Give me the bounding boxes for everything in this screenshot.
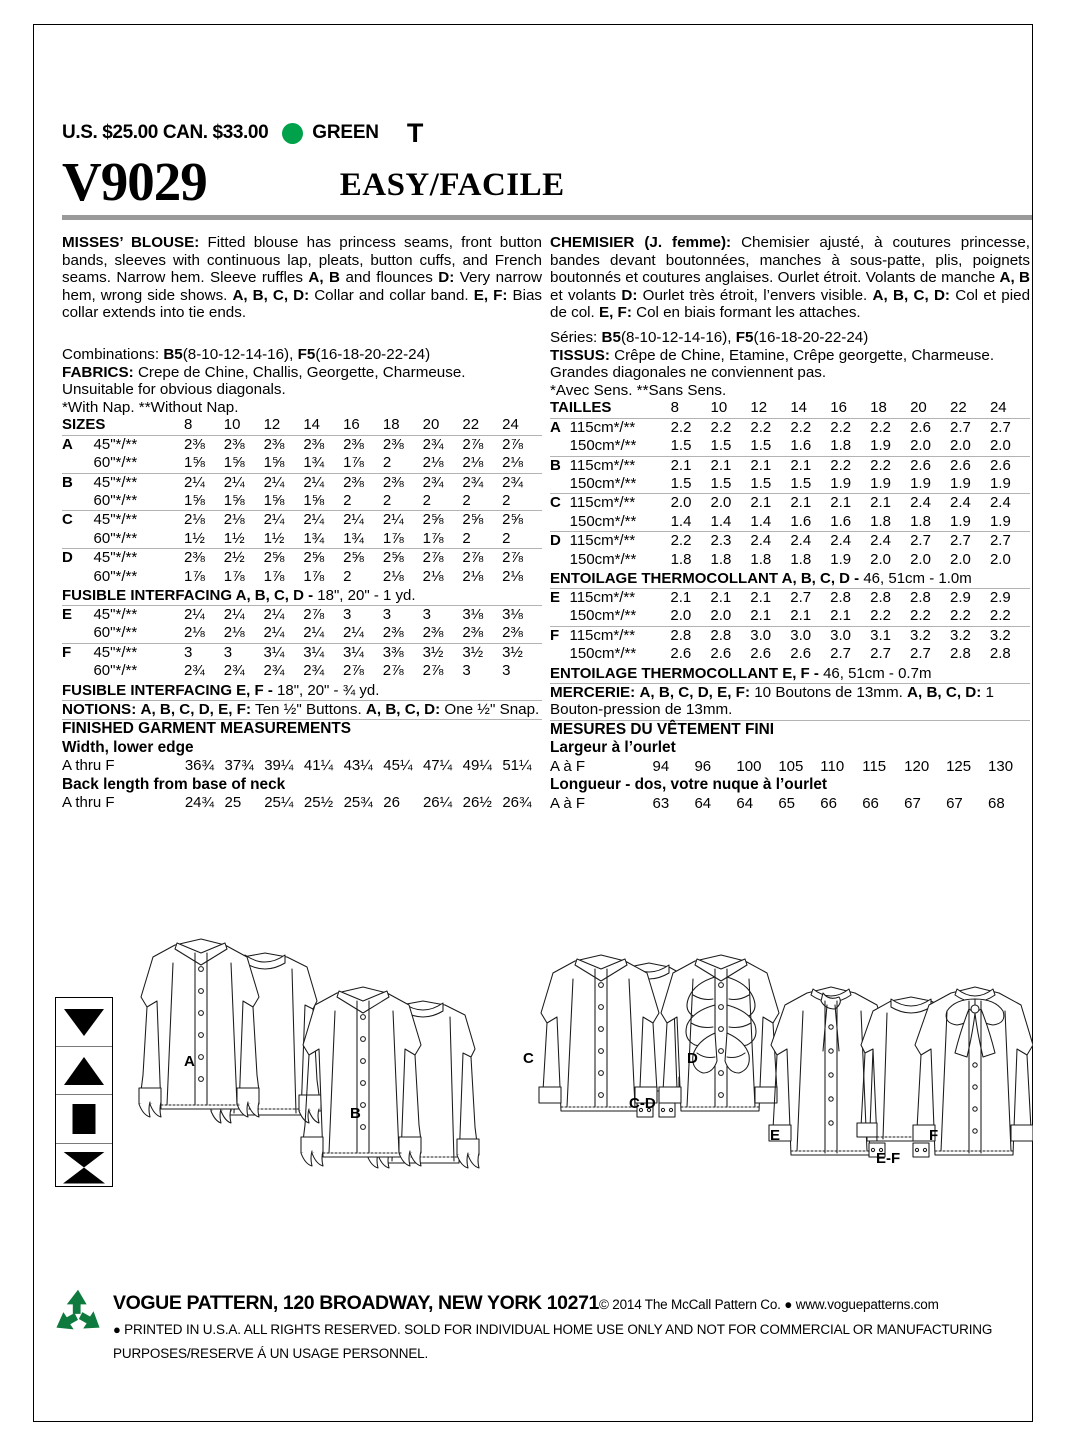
size-col: 14 <box>303 416 343 435</box>
page-title: V9029 <box>62 151 207 212</box>
color-label: GREEN <box>312 122 379 143</box>
table-row: 150cm*/** 1.4 1.4 1.4 1.6 1.6 1.8 1.8 1.9 1.9 <box>550 513 1030 532</box>
view-label <box>550 607 569 626</box>
table-row: 60"*/** 1⅝ 1⅝ 1⅝ 1¾ 1⅞ 2 2⅛ 2⅛ 2⅛ <box>62 454 542 473</box>
size-col: 24 <box>990 399 1030 418</box>
fabric-width: 60"*/** <box>94 454 184 473</box>
size-col: 20 <box>910 399 950 418</box>
fabric-width: 115cm*/** <box>569 532 636 550</box>
fabric-width: 150cm*/** <box>570 437 671 456</box>
table-row: E 115cm*/** 2.1 2.1 2.1 2.7 2.8 2.8 2.8 2.9 2.9 <box>550 589 1011 606</box>
measure-row-name: A à F <box>550 757 586 775</box>
table-row: A 115cm*/** 2.2 2.2 2.2 2.2 2.2 2.2 2.6 2.7 2.7 <box>550 418 1011 436</box>
bullet-separator: ● <box>780 1297 796 1312</box>
view-label-b: B <box>350 1105 361 1122</box>
english-backlen-label: Back length from base of neck <box>62 775 286 793</box>
interfacing-label: ENTOILAGE THERMOCOLLANT A, B, C, D - <box>550 570 860 587</box>
french-description-lead: CHEMISIER (J. femme): <box>550 234 732 251</box>
interfacing-label: ENTOILAGE THERMOCOLLANT E, F - <box>550 664 819 682</box>
english-combinations <box>62 346 542 364</box>
english-interfacing-2 <box>62 681 542 701</box>
bullet-icon: ● <box>113 1322 125 1337</box>
view-label: A <box>62 435 73 453</box>
english-nap-note: *With Nap. **Without Nap. <box>62 398 239 416</box>
fabrics-list: Crepe de Chine, Challis, Georgette, Charmeuse. <box>137 363 466 381</box>
notions-body: A, B, C, D, E, F: Ten ½" Buttons. A, B, C, D: One ½" Snap. <box>140 700 540 718</box>
french-fgm-title: MESURES DU VÊTEMENT FINI <box>550 720 775 738</box>
english-notions <box>62 701 542 721</box>
combo-2: F5 <box>735 328 754 346</box>
fabric-width: 115cm*/** <box>569 626 636 644</box>
size-col: 22 <box>950 399 990 418</box>
table-row: C 45"*/** 2⅛ 2⅛ 2¼ 2¼ 2¼ 2¼ 2⅝ 2⅝ 2⅝ <box>62 511 524 529</box>
size-col: 16 <box>343 416 383 435</box>
notions-body: A, B, C, D, E, F: 10 Boutons de 13mm. A, B, C, D: 1 Bouton-pression de 13mm. <box>550 683 994 719</box>
footer-company-line <box>113 1292 939 1315</box>
combo-2: F5 <box>297 345 316 363</box>
notions-label: MERCERIE: <box>550 683 636 701</box>
fabric-width: 45"*/** <box>93 549 138 567</box>
table-row: 150cm*/** 1.5 1.5 1.5 1.5 1.9 1.9 1.9 1.9 1.9 <box>550 475 1030 494</box>
table-row: 150cm*/** 2.0 2.0 2.1 2.1 2.1 2.2 2.2 2.2 2.2 <box>550 607 1030 626</box>
footer-line-2 <box>113 1322 992 1337</box>
view-label-d: D <box>687 1050 698 1067</box>
fabric-width: 115cm*/** <box>569 418 636 436</box>
size-col: 8 <box>184 416 224 435</box>
fabric-width: 115cm*/** <box>569 589 636 606</box>
view-label-ef: E-F <box>876 1150 901 1167</box>
table-row: 60"*/** 1⅝ 1⅝ 1⅝ 1⅝ 2 2 2 2 2 <box>62 492 542 511</box>
view-label <box>550 551 570 569</box>
combo-1: B5 <box>601 328 621 346</box>
view-label <box>62 568 94 586</box>
table-row: 60"*/** 1⅞ 1⅞ 1⅞ 1⅞ 2 2⅛ 2⅛ 2⅛ 2⅛ <box>62 568 542 586</box>
french-combinations <box>550 329 1030 347</box>
color-dot-icon <box>282 123 303 144</box>
fabrics-list: Crêpe de Chine, Etamine, Crêpe georgette, Charmeuse. <box>614 346 995 364</box>
table-row: E 45"*/** 2¼ 2¼ 2¼ 2⅞ 3 3 3 3⅛ 3⅛ <box>62 606 523 623</box>
illustration-band <box>33 905 1033 1225</box>
french-description <box>550 234 1030 322</box>
combo-2-sizes: (16-18-20-22-24) <box>753 328 869 346</box>
view-label: A <box>550 418 561 436</box>
fabric-width: 45"*/** <box>93 606 138 623</box>
fabric-width: 150cm*/** <box>570 513 671 532</box>
combo-1-sizes: (8-10-12-14-16), <box>182 345 294 363</box>
combo-2-sizes: (16-18-20-22-24) <box>315 345 431 363</box>
view-label: C <box>62 511 73 529</box>
view-label: B <box>62 473 73 491</box>
sizes-header: TAILLES <box>550 399 671 418</box>
table-row: F 45"*/** 3 3 3¼ 3¼ 3¼ 3⅜ 3½ 3½ 3½ <box>62 643 523 661</box>
view-label <box>550 645 569 663</box>
view-label: F <box>550 626 560 644</box>
english-yardage-table-ef <box>62 606 542 681</box>
garment-b-front <box>301 987 421 1166</box>
view-label <box>62 530 94 549</box>
combinations-label: Séries: <box>550 328 598 346</box>
fabric-width: 45"*/** <box>93 511 138 529</box>
view-label-a: A <box>184 1053 195 1070</box>
view-label <box>62 492 94 511</box>
title-row <box>62 151 1032 212</box>
fabric-width: 60"*/** <box>94 492 184 511</box>
french-width-label: Largeur à l’ourlet <box>550 739 676 757</box>
fabric-width: 115cm*/** <box>569 494 636 512</box>
fabric-width: 150cm*/** <box>569 550 637 568</box>
header-divider <box>62 215 1032 220</box>
french-backlen-row: A à F 63 64 64 65 66 66 67 67 68 <box>550 794 1005 812</box>
sizes-header: SIZES <box>62 416 184 435</box>
size-col: 16 <box>830 399 870 418</box>
table-row: B 45"*/** 2¼ 2¼ 2¼ 2¼ 2⅜ 2⅜ 2¾ 2¾ 2¾ <box>62 473 524 491</box>
size-col: 20 <box>423 416 463 435</box>
fabrics-label: TISSUS: <box>550 346 610 364</box>
view-label <box>550 475 570 494</box>
interfacing-label: FUSIBLE INTERFACING E, F - <box>62 681 273 699</box>
french-nap-note: *Avec Sens. **Sans Sens. <box>550 381 727 399</box>
size-col: 14 <box>790 399 830 418</box>
fabric-width: 60"*/** <box>93 662 138 680</box>
size-col: 18 <box>870 399 910 418</box>
english-description-body: Fitted blouse has princess seams, front button bands, sleeves with continuous lap, pleats, button cuffs, and French seams. Narrow hem. Sleeve ruffles A, B and flounces D: Very narrow hem, wrong side shows. A, B, C, D: Collar and collar band. E, F: Bias collar extends into tie ends. <box>62 234 543 322</box>
english-interfacing-1 <box>62 586 542 606</box>
footer-line-2-text: PRINTED IN U.S.A. ALL RIGHTS RESERVED. SOLD FOR INDIVIDUAL HOME USE ONLY AND NOT FOR COMMERCIAL OR MANUFACTURING <box>124 1322 993 1337</box>
view-label: E <box>550 589 561 606</box>
view-label <box>62 454 94 473</box>
table-row: B 115cm*/** 2.1 2.1 2.1 2.1 2.2 2.2 2.6 2.6 2.6 <box>550 456 1011 474</box>
size-col: 22 <box>462 416 502 435</box>
combo-1: B5 <box>163 345 183 363</box>
fabrics-label: FABRICS: <box>62 363 134 381</box>
table-row: F 115cm*/** 2.8 2.8 3.0 3.0 3.0 3.1 3.2 3.2 3.2 <box>550 626 1011 644</box>
measure-row-name: A à F <box>550 794 586 812</box>
footer-line-3: PURPOSES/RESERVE Á UN USAGE PERSONNEL. <box>113 1346 429 1361</box>
size-col: 8 <box>671 399 711 418</box>
fabric-width: 45"*/** <box>93 643 138 661</box>
table-row: A 45"*/** 2⅜ 2⅜ 2⅜ 2⅜ 2⅜ 2⅜ 2¾ 2⅞ 2⅞ <box>62 435 524 453</box>
table-row: D 45"*/** 2⅜ 2½ 2⅝ 2⅝ 2⅝ 2⅝ 2⅞ 2⅞ 2⅞ <box>62 549 524 567</box>
view-label-cd: C-D <box>629 1095 656 1112</box>
french-fabrics <box>550 347 1030 365</box>
interfacing-value: 46, 51cm - 1.0m <box>863 570 972 587</box>
french-interfacing-2 <box>550 664 1030 684</box>
english-fabrics <box>62 364 542 382</box>
size-col: 10 <box>224 416 264 435</box>
interfacing-value: 46, 51cm - 0.7m <box>823 664 932 682</box>
company-name: VOGUE PATTERN, 120 BROADWAY, NEW YORK 10271 <box>113 1292 599 1314</box>
view-label <box>550 437 570 456</box>
english-backlen-row: A thru F 24¾ 25 25¼ 25½ 25¾ 26 26¼ 26½ 26¾ <box>62 794 532 812</box>
french-yardage-table <box>550 399 1030 569</box>
table-row: 150cm*/** 2.6 2.6 2.6 2.6 2.7 2.7 2.7 2.8 2.8 <box>550 645 1030 663</box>
interfacing-label: FUSIBLE INTERFACING A, B, C, D - <box>62 587 314 604</box>
garment-c-front <box>539 955 659 1117</box>
french-width-row: A à F 94 96 100 105 110 115 120 125 130 <box>550 757 1014 775</box>
garment-a-front <box>139 939 259 1117</box>
french-description-body: Chemisier ajusté, à coutures princesse, bandes devant boutonnées, manches à sous-patte, plis, poignets boutonnés et coutures anglaises. Ourlet étroit. Volants de manche A, B et volants D: Ourlet très étroit, l’envers visible. A, B, C, D: Col et pied de col. E, F: Col en biais formant les attaches. <box>550 234 1031 322</box>
table-row: D 115cm*/** 2.2 2.3 2.4 2.4 2.4 2.4 2.7 2.7 2.7 <box>550 532 1011 550</box>
french-backlen-label: Longueur - dos, votre nuque à l’ourlet <box>550 776 828 794</box>
view-label: F <box>62 643 72 661</box>
view-label-e: E <box>770 1127 781 1144</box>
website-link[interactable]: www.voguepatterns.com <box>795 1297 939 1312</box>
size-col: 10 <box>710 399 750 418</box>
english-yardage-table <box>62 416 542 586</box>
view-label <box>62 662 93 680</box>
fabric-width: 150cm*/** <box>569 645 637 663</box>
english-description <box>62 234 542 322</box>
interfacing-value: 18", 20" - 1 yd. <box>317 587 416 604</box>
notions-label: NOTIONS: <box>62 700 137 718</box>
sizes-header-row <box>550 399 1030 418</box>
columns <box>62 234 1032 813</box>
size-col: 24 <box>502 416 542 435</box>
fabric-width: 60"*/** <box>93 567 138 585</box>
french-column <box>550 234 1030 813</box>
fabric-width: 45"*/** <box>93 473 138 491</box>
english-fgm-title: FINISHED GARMENT MEASUREMENTS <box>62 720 352 738</box>
fabric-width: 45"*/** <box>93 435 138 453</box>
measure-row-name: A thru F <box>62 794 115 812</box>
view-label <box>550 513 570 532</box>
copyright: © 2014 The McCall Pattern Co. <box>598 1297 781 1312</box>
english-fabrics-note: Unsuitable for obvious diagonals. <box>62 381 286 399</box>
view-label-f: F <box>929 1127 939 1144</box>
view-label <box>62 624 93 643</box>
english-width-row: A thru F 36¾ 37¾ 39¼ 41¼ 43¼ 45¼ 47¼ 49¼ 51¼ <box>62 757 532 775</box>
view-label: B <box>550 456 561 474</box>
english-column <box>62 234 542 813</box>
view-label: D <box>62 549 73 567</box>
size-col: 18 <box>383 416 423 435</box>
view-label: D <box>550 532 561 550</box>
french-notions <box>550 684 1030 721</box>
size-col: 12 <box>750 399 790 418</box>
fabric-width: 60"*/** <box>93 624 184 643</box>
view-label: C <box>550 494 561 512</box>
table-row: 60"*/** 2⅛ 2⅛ 2¼ 2¼ 2¼ 2⅜ 2⅜ 2⅜ 2⅜ <box>62 624 542 643</box>
table-row: 60"*/** 2¾ 2¾ 2¾ 2¾ 2⅞ 2⅞ 2⅞ 3 3 <box>62 662 542 680</box>
table-row: 60"*/** 1½ 1½ 1½ 1¾ 1¾ 1⅞ 1⅞ 2 2 <box>62 530 542 549</box>
size-col: 12 <box>264 416 304 435</box>
french-yardage-table-ef <box>550 589 1030 664</box>
interfacing-value: 18", 20" - ¾ yd. <box>277 681 380 699</box>
english-width-label: Width, lower edge <box>62 738 194 756</box>
combinations-label: Combinations: <box>62 345 160 363</box>
fabric-width: 150cm*/** <box>569 607 670 626</box>
fabric-width: 115cm*/** <box>569 456 636 474</box>
price-label: U.S. $25.00 CAN. $33.00 <box>62 122 269 143</box>
sizes-header-row <box>62 416 542 435</box>
french-interfacing-1 <box>550 569 1030 589</box>
combo-1-sizes: (8-10-12-14-16), <box>620 328 732 346</box>
view-label-c: C <box>523 1050 534 1067</box>
difficulty-label: EASY/FACILE <box>339 167 565 203</box>
price-row <box>62 117 1032 148</box>
recycle-icon <box>52 1288 104 1338</box>
size-group-label: T <box>406 117 424 148</box>
view-label: E <box>62 606 73 623</box>
content-area <box>62 117 1032 813</box>
table-row: 150cm*/** 1.8 1.8 1.8 1.8 1.9 2.0 2.0 2.0 2.0 <box>550 551 1030 569</box>
measure-row-name: A thru F <box>62 757 115 775</box>
english-description-lead: MISSES’ BLOUSE: <box>62 234 200 251</box>
fabric-width: 150cm*/** <box>570 475 671 494</box>
fabric-width: 60"*/** <box>94 530 184 549</box>
table-row: 150cm*/** 1.5 1.5 1.5 1.6 1.8 1.9 2.0 2.0 2.0 <box>550 437 1030 456</box>
table-row: C 115cm*/** 2.0 2.0 2.1 2.1 2.1 2.1 2.4 2.4 2.4 <box>550 494 1011 512</box>
french-fabrics-note: Grandes diagonales ne conviennent pas. <box>550 364 827 382</box>
